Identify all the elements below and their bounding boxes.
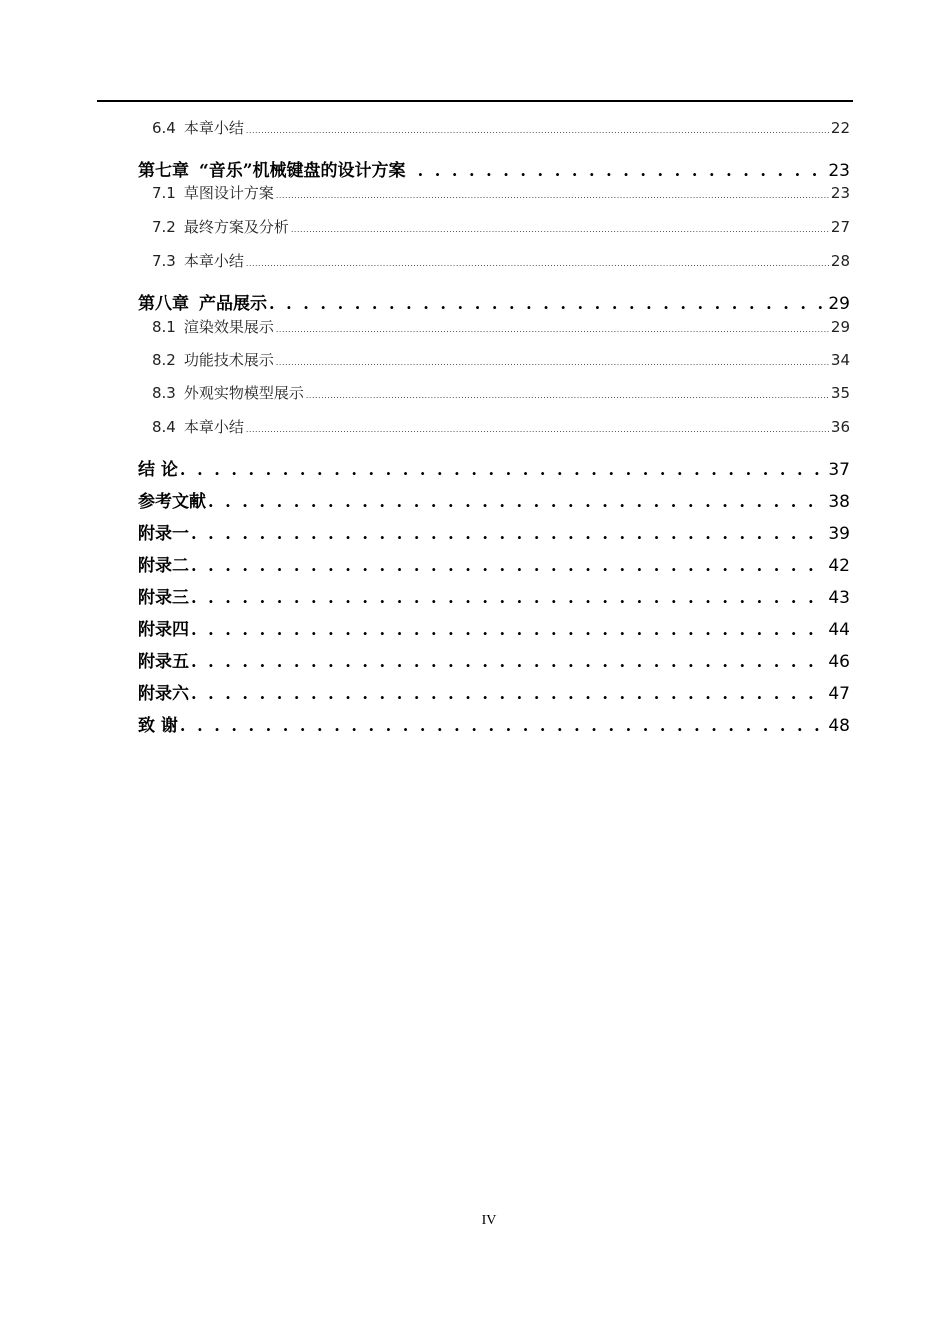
toc-page-number: 29 [828,294,850,314]
toc-page-number: 36 [830,418,850,436]
toc-page-number: 44 [828,620,850,640]
toc-entry-label: 致 谢 [138,716,178,736]
toc-page-number: 48 [828,716,850,736]
toc-page-number: 23 [828,161,850,181]
dot-leader [180,460,826,479]
toc-entry-label: 6.4 本章小结 [152,119,244,137]
toc-entry-7-2[interactable] [152,216,850,237]
toc-entry-label: 附录一 [138,524,189,544]
toc-page-number: 23 [830,184,850,202]
toc-entry-8-2[interactable] [152,349,850,370]
toc-entry-8-4[interactable] [152,416,850,437]
dot-leader [276,358,829,367]
toc-entry-label: 8.4 本章小结 [152,418,244,436]
toc-entry-7-3[interactable] [152,250,850,271]
dot-leader [418,161,817,180]
toc-entry-8-1[interactable] [152,316,850,337]
dot-leader [191,684,826,703]
dot-leader [191,556,826,575]
toc-appendix-3[interactable] [138,583,850,608]
toc-entry-label: 7.1 草图设计方案 [152,184,274,202]
page-number: IV [481,1213,497,1228]
toc-entry-label: 附录五 [138,652,189,672]
toc-entry-label: 第七章 “音乐”机械键盘的设计方案 [138,161,406,181]
header-rule [97,100,853,102]
toc-entry-label: 附录四 [138,620,189,640]
toc-page-number: 29 [830,318,850,336]
toc-page-number: 27 [830,218,850,236]
toc-entry-label: 8.3 外观实物模型展示 [152,384,304,402]
toc-entry-label: 7.2 最终方案及分析 [152,218,289,236]
dot-leader [191,524,826,543]
dot-leader [246,259,829,268]
toc-entry-6-4[interactable] [152,117,850,138]
toc-appendix-1[interactable] [138,519,850,544]
dot-leader [246,425,829,434]
dot-leader [208,492,826,511]
toc-appendix-6[interactable] [138,679,850,704]
toc-conclusion[interactable] [138,455,850,480]
toc-entry-label: 附录三 [138,588,189,608]
dot-leader [276,191,829,200]
toc-page-number: 47 [828,684,850,704]
toc-entry-8-3[interactable] [152,382,850,403]
toc-entry-label: 8.2 功能技术展示 [152,351,274,369]
toc-entry-label: 第八章 产品展示 [138,294,267,314]
toc-page-number: 37 [828,460,850,480]
toc-page-number: 42 [828,556,850,576]
toc-page-number: 43 [828,588,850,608]
toc-page-number: 34 [830,351,850,369]
toc-entry-label: 附录二 [138,556,189,576]
toc-page-number: 39 [828,524,850,544]
dot-leader [291,225,829,234]
toc-page-number: 28 [830,252,850,270]
dot-leader [180,716,826,735]
toc-page-number: 22 [830,119,850,137]
toc-page-number: 46 [828,652,850,672]
dot-leader [269,294,826,313]
toc-acknowledgements[interactable] [138,711,850,736]
toc-entry-label: 8.1 渲染效果展示 [152,318,274,336]
dot-leader [306,391,829,400]
toc-appendix-4[interactable] [138,615,850,640]
toc-entry-label: 7.3 本章小结 [152,252,244,270]
toc-entry-label: 结 论 [138,460,178,480]
toc-entry-label: 附录六 [138,684,189,704]
dot-leader [276,325,829,334]
toc-entry-7-1[interactable] [152,182,850,203]
toc-entry-label: 参考文献 [138,492,206,512]
toc-references[interactable] [138,487,850,512]
dot-leader [191,652,826,671]
dot-leader [246,126,829,135]
toc-chapter-8[interactable] [138,289,850,314]
toc-page-number: 38 [828,492,850,512]
toc-chapter-7[interactable] [138,156,850,181]
toc-page-number: 35 [830,384,850,402]
dot-leader [191,588,826,607]
dot-leader [191,620,826,639]
toc-appendix-2[interactable] [138,551,850,576]
toc-appendix-5[interactable] [138,647,850,672]
